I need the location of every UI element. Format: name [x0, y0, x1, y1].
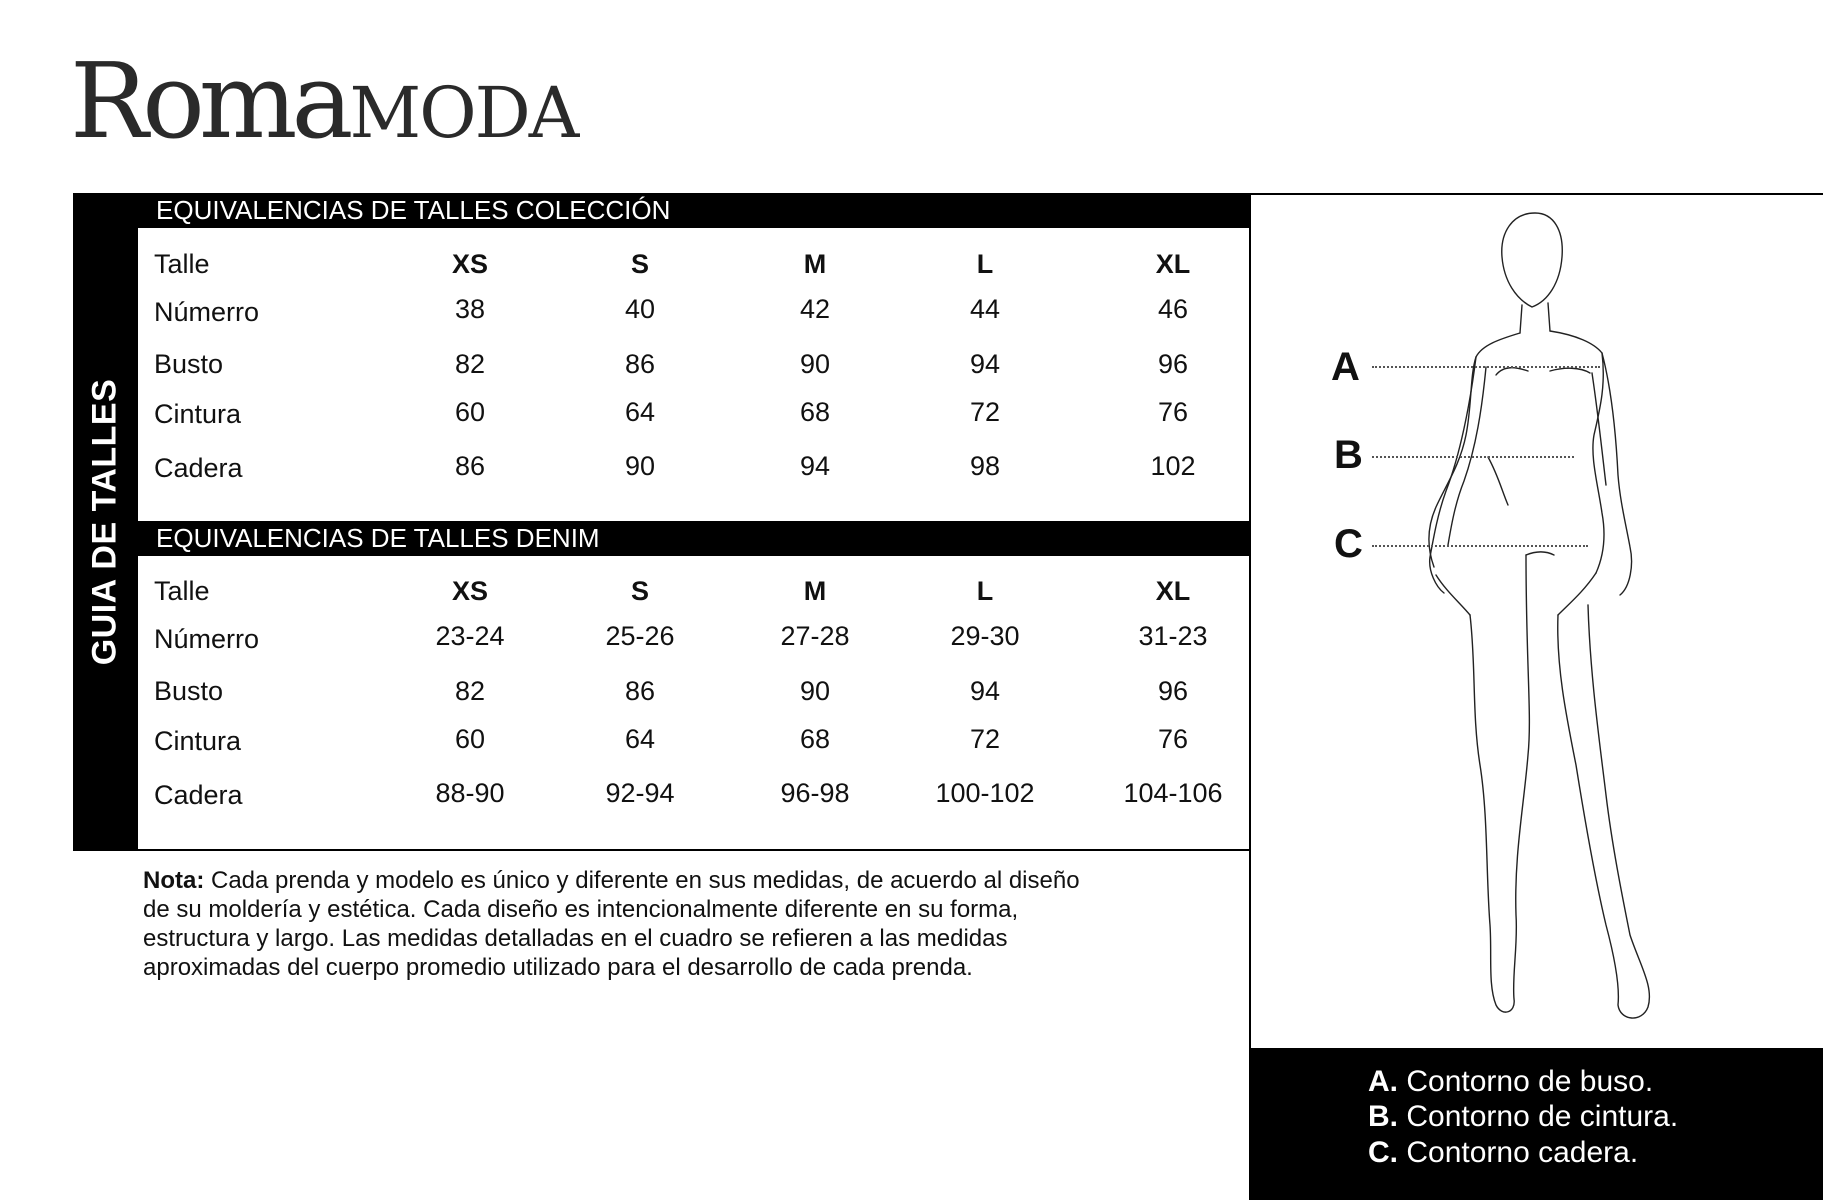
- table-cell: 104-106: [1123, 778, 1223, 808]
- row-label: Talle: [154, 576, 210, 606]
- table-cell: L: [976, 576, 994, 606]
- note-line: de su moldería y estética. Cada diseño es intencionalmente diferente en su forma,: [143, 896, 1019, 923]
- table-row: [138, 344, 1250, 384]
- side-title: GUIA DE TALLES: [85, 378, 124, 666]
- measure-line-a: [1372, 366, 1600, 368]
- table-cell: 25-26: [605, 621, 675, 651]
- table-cell: 60: [454, 724, 486, 754]
- table-cell: 90: [624, 451, 656, 481]
- row-label: Talle: [154, 249, 210, 279]
- table-cell: 90: [799, 676, 831, 706]
- table-row: [138, 244, 1250, 284]
- table-row: [138, 721, 1250, 761]
- table-cell: L: [976, 249, 994, 279]
- table-cell: 102: [1150, 451, 1196, 481]
- row-label: Númerro: [154, 297, 260, 327]
- table-cell: 94: [799, 451, 831, 481]
- table-cell: S: [630, 249, 650, 279]
- table-cell: 94: [969, 349, 1001, 379]
- table-cell: 94: [969, 676, 1001, 706]
- legend-item-c: C. Contorno cadera.: [1368, 1136, 1639, 1169]
- table-cell: 44: [969, 294, 1001, 324]
- row-label: Cintura: [154, 726, 242, 756]
- table-row: [138, 571, 1250, 611]
- table-cell: 82: [454, 349, 486, 379]
- table-cell: 38: [454, 294, 486, 324]
- figure-mark-b: B: [1334, 433, 1363, 477]
- table-cell: XS: [451, 249, 489, 279]
- table-cell: XS: [451, 576, 489, 606]
- brand-name-part2: MODA: [349, 72, 578, 154]
- table-row: [138, 671, 1250, 711]
- row-label: Cintura: [154, 399, 242, 429]
- table-cell: 96: [1157, 676, 1189, 706]
- table-cell: 90: [799, 349, 831, 379]
- table-cell: 40: [624, 294, 656, 324]
- row-label: Cadera: [154, 453, 243, 483]
- table-cell: 86: [624, 676, 656, 706]
- table-cell: S: [630, 576, 650, 606]
- brand-logo: [70, 40, 578, 162]
- table-cell: XL: [1155, 249, 1191, 279]
- row-label: Busto: [154, 676, 224, 706]
- table-cell: XL: [1155, 576, 1191, 606]
- table-cell: 46: [1157, 294, 1189, 324]
- legend-item-a: A. Contorno de buso.: [1368, 1065, 1654, 1098]
- table-title-coleccion: EQUIVALENCIAS DE TALLES COLECCIÓN: [138, 193, 1250, 228]
- table-row: [138, 448, 1250, 488]
- table-cell: 68: [799, 397, 831, 427]
- table-cell: 23-24: [435, 621, 505, 651]
- table-cell: 60: [454, 397, 486, 427]
- table-cell: 92-94: [605, 778, 675, 808]
- table-cell: 76: [1157, 397, 1189, 427]
- note-line: aproximadas del cuerpo promedio utilizado para el desarrollo de cada prenda.: [143, 954, 973, 981]
- figure-mark-a: A: [1331, 345, 1360, 389]
- table-cell: 27-28: [780, 621, 850, 651]
- table-cell: 86: [624, 349, 656, 379]
- measurement-legend: [1250, 1048, 1823, 1200]
- table-cell: 86: [454, 451, 486, 481]
- table-cell: 82: [454, 676, 486, 706]
- table-cell: 88-90: [435, 778, 505, 808]
- table-cell: 42: [799, 294, 831, 324]
- table-cell: 96: [1157, 349, 1189, 379]
- row-label: Cadera: [154, 780, 243, 810]
- table-row: [138, 619, 1250, 659]
- table-bottom-rule: [73, 849, 1250, 851]
- table-cell: 31-23: [1138, 621, 1208, 651]
- table-cell: 64: [624, 397, 656, 427]
- table-cell: 96-98: [780, 778, 850, 808]
- note-label: Nota:: [143, 867, 205, 894]
- table-row: [138, 394, 1250, 434]
- measure-line-c: [1372, 545, 1588, 547]
- measure-line-b: [1372, 456, 1574, 458]
- body-figure-illustration: [1250, 195, 1823, 1048]
- legend-item-b: B. Contorno de cintura.: [1368, 1100, 1679, 1133]
- table-row: [138, 775, 1250, 815]
- table-cell: 72: [969, 397, 1001, 427]
- figure-mark-c: C: [1334, 522, 1363, 566]
- table-cell: M: [803, 576, 827, 606]
- table-cell: 68: [799, 724, 831, 754]
- table-cell: 72: [969, 724, 1001, 754]
- size-note: [143, 866, 1223, 982]
- note-line: Nota: Cada prenda y modelo es único y diferente en sus medidas, de acuerdo al diseño: [143, 867, 1080, 894]
- table-title-denim: EQUIVALENCIAS DE TALLES DENIM: [138, 521, 1250, 556]
- table-cell: M: [803, 249, 827, 279]
- row-label: Númerro: [154, 624, 260, 654]
- row-label: Busto: [154, 349, 224, 379]
- table-cell: 100-102: [935, 778, 1035, 808]
- table-cell: 98: [969, 451, 1001, 481]
- table-cell: 29-30: [950, 621, 1020, 651]
- brand-name-part1: Roma: [70, 40, 348, 162]
- table-row: [138, 292, 1250, 332]
- note-line: estructura y largo. Las medidas detalladas en el cuadro se refieren a las medidas: [143, 925, 1008, 952]
- table-cell: 76: [1157, 724, 1189, 754]
- table-cell: 64: [624, 724, 656, 754]
